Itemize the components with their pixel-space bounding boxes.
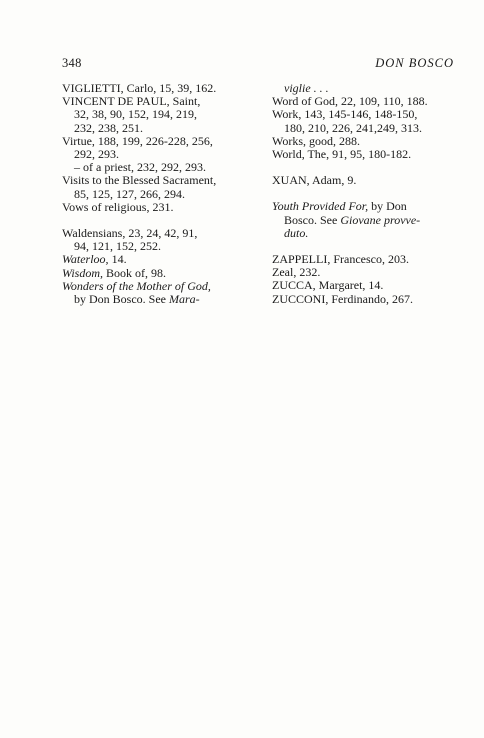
index-entry: [272, 174, 454, 187]
entry-text: Work, 143, 145-146, 148-150,: [272, 107, 418, 122]
entry-text: VIGLIETTI, Carlo, 15, 39, 162.: [62, 81, 217, 95]
entry-text: Zeal, 232.: [272, 265, 321, 280]
entry-continuation: [272, 214, 454, 227]
entry-title: Waterloo,: [62, 252, 109, 267]
subentry-text: – of a priest, 232, 292, 293.: [74, 160, 206, 175]
entry-text: Virtue, 188, 199, 226-228, 256,: [62, 133, 213, 148]
index-entry: [62, 201, 244, 214]
index-entry: [272, 293, 454, 306]
entry-title: Wisdom,: [62, 265, 104, 280]
index-entry: [62, 174, 244, 200]
index-column-right: [272, 82, 454, 306]
entry-title: Mara-: [169, 292, 200, 307]
entry-text: Bosco. See: [284, 212, 341, 227]
entry-text: 14.: [108, 252, 127, 267]
index-entry: [62, 227, 244, 253]
entry-continuation: 85, 125, 127, 266, 294.: [74, 186, 185, 201]
entry-text: Word of God, 22, 109, 110, 188.: [272, 94, 428, 109]
entry-continuation: 180, 210, 226, 241,249, 313.: [284, 120, 422, 135]
index-entry: [272, 148, 454, 161]
entry-text: Book of, 98.: [103, 265, 167, 280]
entry-text: Works, good, 288.: [272, 133, 361, 148]
entry-text: by Don Bosco. See: [74, 292, 169, 307]
running-head: DON BOSCO: [375, 56, 454, 70]
entry-text: Vows of religious, 231.: [62, 199, 174, 214]
entry-continuation: [62, 293, 244, 306]
entry-text: Visits to the Blessed Sacrament,: [62, 173, 217, 188]
entry-title: Youth Provided For,: [272, 199, 369, 214]
index-entry: [272, 108, 454, 134]
entry-text: ZUCCA, Margaret, 14.: [272, 278, 384, 293]
index-entry: [62, 280, 244, 306]
entry-text: by Don: [368, 199, 407, 214]
entry-text: Waldensians, 23, 24, 42, 91,: [62, 226, 198, 241]
entry-text: World, The, 91, 95, 180-182.: [272, 147, 412, 162]
index-column-left: [62, 82, 244, 306]
entry-text: ZUCCONI, Ferdinando, 267.: [272, 291, 413, 306]
index-entry: [272, 200, 454, 240]
entry-continuation: duto.: [284, 225, 309, 240]
page-number: 348: [62, 56, 82, 70]
entry-text: VINCENT DE PAUL, Saint,: [62, 94, 201, 109]
entry-continuation: 292, 293.: [74, 147, 119, 162]
entry-text: XUAN, Adam, 9.: [272, 173, 357, 188]
entry-text: ZAPPELLI, Francesco, 203.: [272, 252, 409, 267]
page-header: [62, 56, 454, 72]
entry-continuation: 232, 238, 251.: [74, 120, 143, 135]
entry-title: Wonders of the Mother of God,: [62, 278, 211, 293]
index-entry: [62, 95, 244, 135]
index-entry: [62, 135, 244, 161]
entry-title: Giovane provve-: [340, 212, 421, 227]
entry-continuation: 94, 121, 152, 252.: [74, 239, 161, 254]
entry-continuation: viglie . . .: [284, 81, 329, 95]
entry-continuation: 32, 38, 90, 152, 194, 219,: [74, 107, 197, 122]
